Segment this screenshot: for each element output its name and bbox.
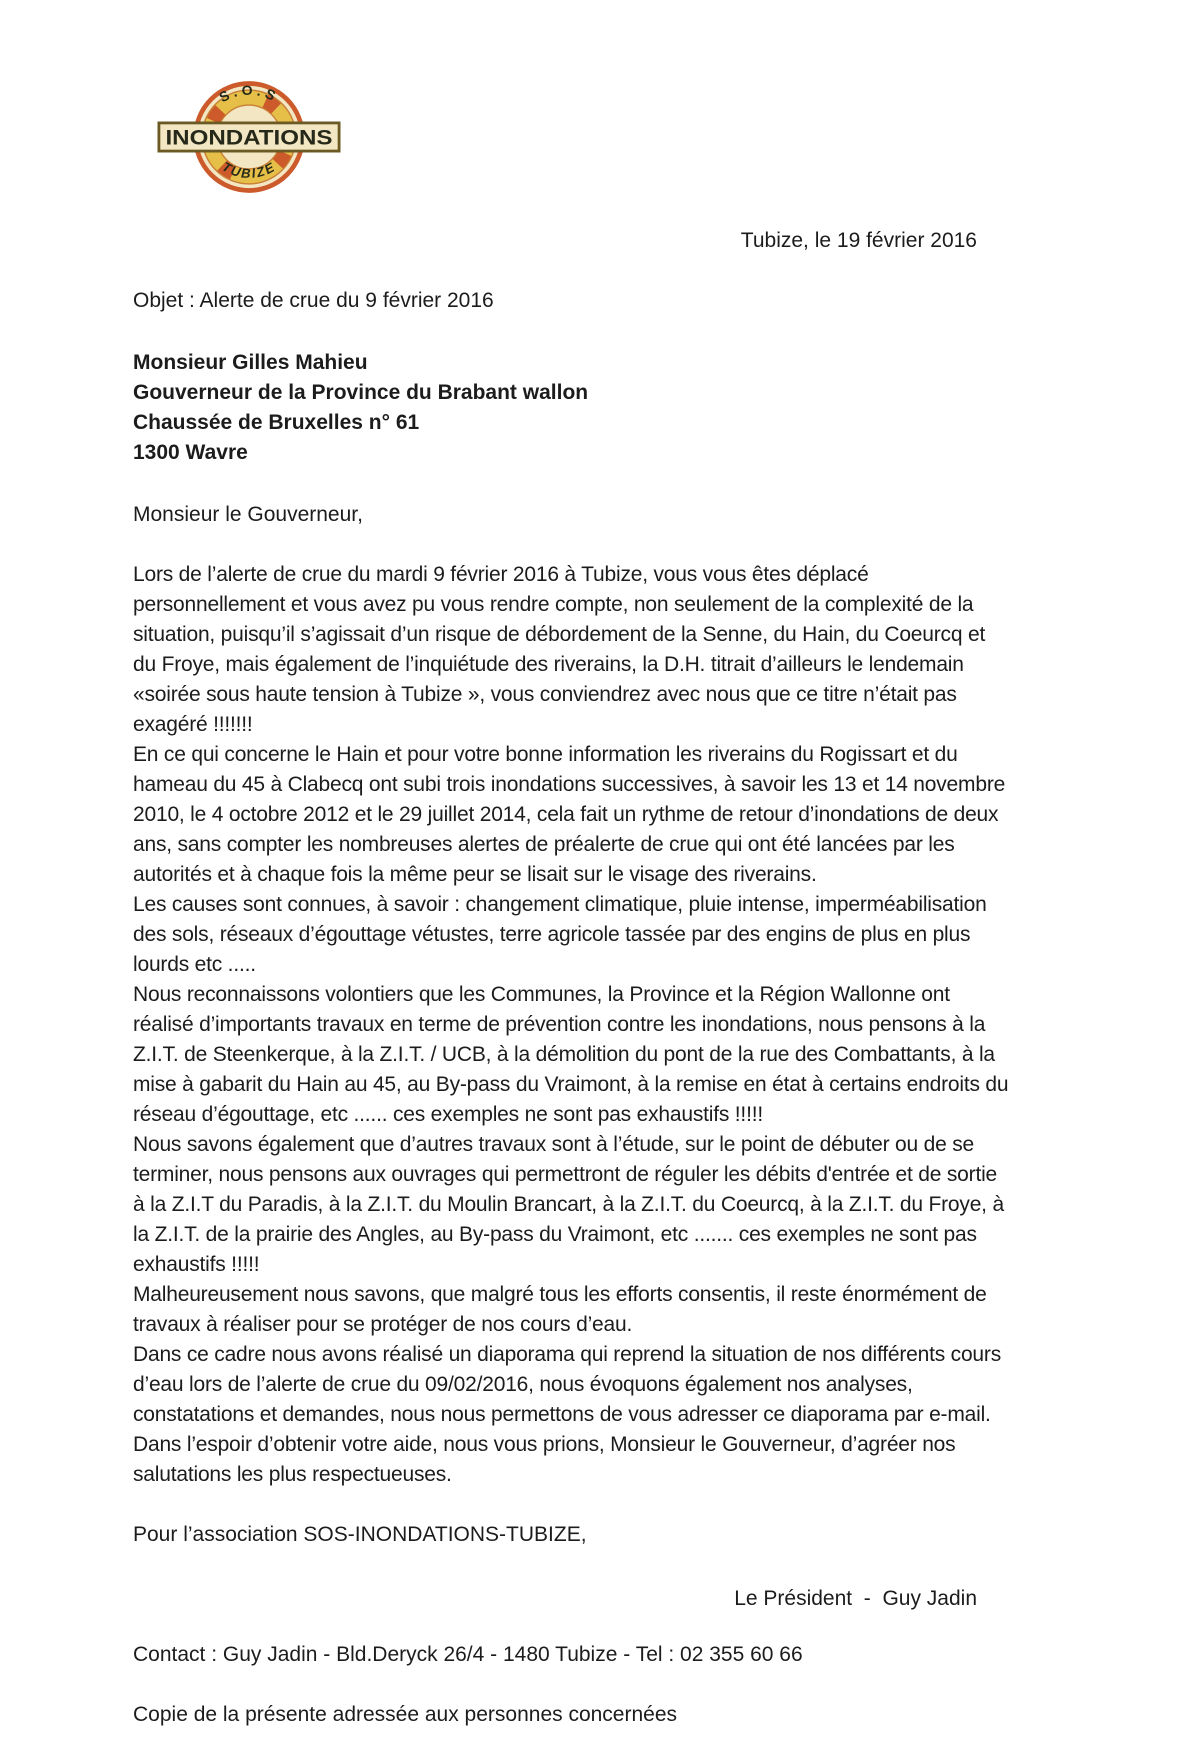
salutation: Monsieur le Gouverneur, — [133, 503, 363, 526]
recipient-block — [133, 348, 1013, 468]
recipient-city: 1300 Wavre — [133, 441, 248, 464]
subject-line: Objet : Alerte de crue du 9 février 2016 — [133, 289, 494, 312]
body-paragraph: Les causes sont connues, à savoir : changement climatique, pluie intense, imperméabilisation des sols, réseaux d’égouttage vétustes, terre agricole tassée par des engins de plus en plus lourds etc ..... — [133, 893, 987, 976]
body-paragraph: Nous savons également que d’autres travaux sont à l’étude, sur le point de débuter ou de se terminer, nous pensons aux ouvrages qui permettront de réguler les débits d'entrée et de sortie à la Z.I.T du Paradis, à la Z.I.T. du Moulin Brancart, à la Z.I.T. du Coeurcq, à la Z.I.T. du Froye, à la Z.I.T. de la prairie des Angles, au By-pass du Vraimont, etc ....... ces exemples ne sont pas exhaustifs !!!!! — [133, 1133, 1004, 1276]
body-paragraph: Dans l’espoir d’obtenir votre aide, nous vous prions, Monsieur le Gouverneur, d’agréer nos salutations les plus respectueuses. — [133, 1433, 956, 1486]
contact-line: Contact : Guy Jadin - Bld.Deryck 26/4 - 1480 Tubize - Tel : 02 355 60 66 — [133, 1643, 803, 1666]
body-paragraph: Malheureusement nous savons, que malgré tous les efforts consentis, il reste énormément de travaux à réaliser pour se protéger de nos cours d’eau. — [133, 1283, 987, 1336]
sos-inondations-tubize-logo — [153, 76, 345, 198]
logo-sos-text: S.O.S — [216, 81, 282, 106]
recipient-street: Chaussée de Bruxelles n° 61 — [133, 411, 420, 434]
recipient-title: Gouverneur de la Province du Brabant wallon — [133, 381, 589, 404]
letterhead-logo — [153, 76, 345, 198]
body-paragraph: Nous reconnaissons volontiers que les Communes, la Province et la Région Wallonne ont réalisé d’importants travaux en terme de prévention contre les inondations, nous pensons à la Z.I.T. de Steenkerque, à la Z.I.T. / UCB, à la démolition du pont de la rue des Combattants, à la mise à gabarit du Hain au 45, au By-pass du Vraimont, à la remise en état à certains endroits du réseau d’égouttage, etc ...... ces exemples ne sont pas exhaustifs !!!!! — [133, 983, 1009, 1126]
recipient-name: Monsieur Gilles Mahieu — [133, 351, 368, 374]
letter-body — [133, 560, 1013, 1490]
logo-inondations-text: INONDATIONS — [165, 124, 333, 150]
body-paragraph: En ce qui concerne le Hain et pour votre bonne information les riverains du Rogissart et du hameau du 45 à Clabecq ont subi trois inondations successives, à savoir les 13 et 14 novembre 2010, le 4 octobre 2012 et le 29 juillet 2014, cela fait un rythme de retour d’inondations de deux ans, sans compter les nombreuses alertes de préalerte de crue qui ont été lancées par les autorités et à chaque fois la même peur se lisait sur le visage des riverains. — [133, 743, 1006, 886]
body-paragraph: Lors de l’alerte de crue du mardi 9 février 2016 à Tubize, vous vous êtes déplacé personnellement et vous avez pu vous rendre compte, non seulement de la complexité de la situation, puisqu’il s’agissait d’un risque de débordement de la Senne, du Hain, du Coeurcq et du Froye, mais également de l’inquiétude des riverains, la D.H. titrait d’ailleurs le lendemain «soirée sous haute tension à Tubize », vous conviendrez avec nous que ce titre n’était pas exagéré !!!!!!! — [133, 563, 986, 736]
date-line: Tubize, le 19 février 2016 — [740, 229, 977, 252]
signature-line: Le Président - Guy Jadin — [734, 1587, 977, 1610]
association-line: Pour l’association SOS-INONDATIONS-TUBIZE, — [133, 1523, 587, 1546]
copy-note-line: Copie de la présente adressée aux personnes concernées — [133, 1703, 678, 1726]
logo-tubize-text: TUBIZE — [219, 158, 279, 182]
body-paragraph: Dans ce cadre nous avons réalisé un diaporama qui reprend la situation de nos différents cours d’eau lors de l’alerte de crue du 09/02/2016, nous évoquons également nos analyses, constatations et demandes, nous nous permettons de vous adresser ce diaporama par e-mail. — [133, 1343, 1002, 1426]
letter-page — [0, 76, 1191, 1760]
